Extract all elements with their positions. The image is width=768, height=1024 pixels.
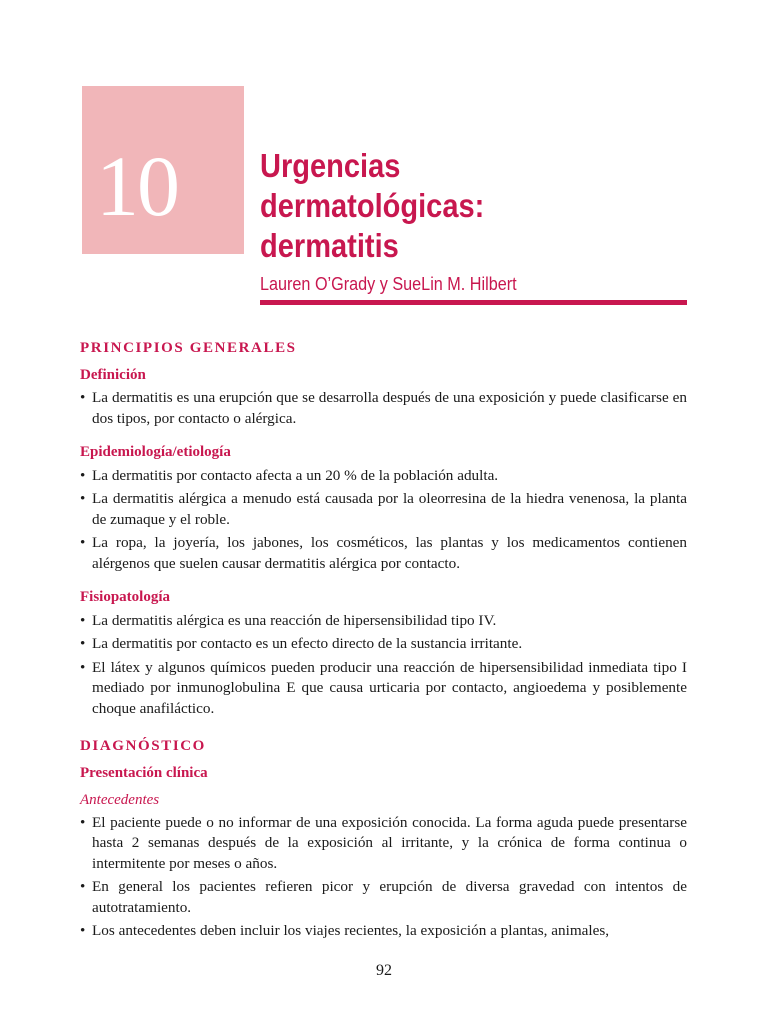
page-body (80, 338, 687, 945)
chapter-title-line: dermatológicas: (260, 187, 485, 224)
subheading-epidemiologia: Epidemiología/etiología (80, 444, 231, 460)
subheading-fisiopatologia: Fisiopatología (80, 589, 171, 605)
chapter-number: 10 (96, 138, 178, 234)
bullet-list-definicion (80, 388, 687, 429)
section-heading-principios: PRINCIPIOS GENERALES (80, 340, 297, 356)
bullet-item: • Los antecedentes deben incluir los viajes recientes, la exposición a plantas, animales, (80, 921, 687, 942)
bullet-item: • La dermatitis por contacto afecta a un 20 % de la población adulta. (80, 466, 687, 487)
bullet-list-fisiopatologia (80, 611, 687, 720)
chapter-title (260, 146, 665, 266)
bullet-list-epidemiologia (80, 466, 687, 575)
bullet-item: • La dermatitis alérgica es una reacción de hipersensibilidad tipo IV. (80, 611, 687, 632)
bullet-item: • La ropa, la joyería, los jabones, los cosméticos, las plantas y los medicamentos contienen alérgenos que suelen causar dermatitis alérgica por contacto. (80, 533, 687, 574)
bullet-item: • La dermatitis alérgica a menudo está causada por la oleorresina de la hiedra venenosa, la planta de zumaque y el roble. (80, 489, 687, 530)
bullet-item: • El paciente puede o no informar de una exposición conocida. La forma aguda puede presentarse hasta 2 semanas después de la exposición al irritante, y la crónica de forma continua o intermitente por meses o años. (80, 813, 687, 875)
subheading-presentacion: Presentación clínica (80, 764, 208, 781)
section-heading-diagnostico: DIAGNÓSTICO (80, 738, 206, 754)
title-divider (260, 300, 687, 305)
bullet-item: • En general los pacientes refieren picor y erupción de diversa gravedad con intentos de autotratamiento. (80, 877, 687, 918)
subheading-definicion: Definición (80, 366, 146, 383)
bullet-item: • La dermatitis es una erupción que se desarrolla después de una exposición y puede clasificarse en dos tipos, por contacto o alérgica. (80, 388, 687, 429)
bullet-list-antecedentes (80, 813, 687, 942)
chapter-authors: Lauren O’Grady y SueLin M. Hilbert (260, 274, 517, 294)
bullet-item: • El látex y algunos químicos pueden producir una reacción de hipersensibilidad inmediata tipo I mediado por inmunoglobulina E que causa urticaria por contacto, angioedema y posiblemente choque anafiláctico. (80, 658, 687, 720)
chapter-title-line: dermatitis (260, 227, 399, 264)
page-number: 92 (376, 962, 392, 979)
chapter-title-line: Urgencias (260, 147, 401, 184)
subsubheading-antecedentes: Antecedentes (80, 792, 160, 808)
bullet-item: • La dermatitis por contacto es un efecto directo de la sustancia irritante. (80, 634, 687, 655)
